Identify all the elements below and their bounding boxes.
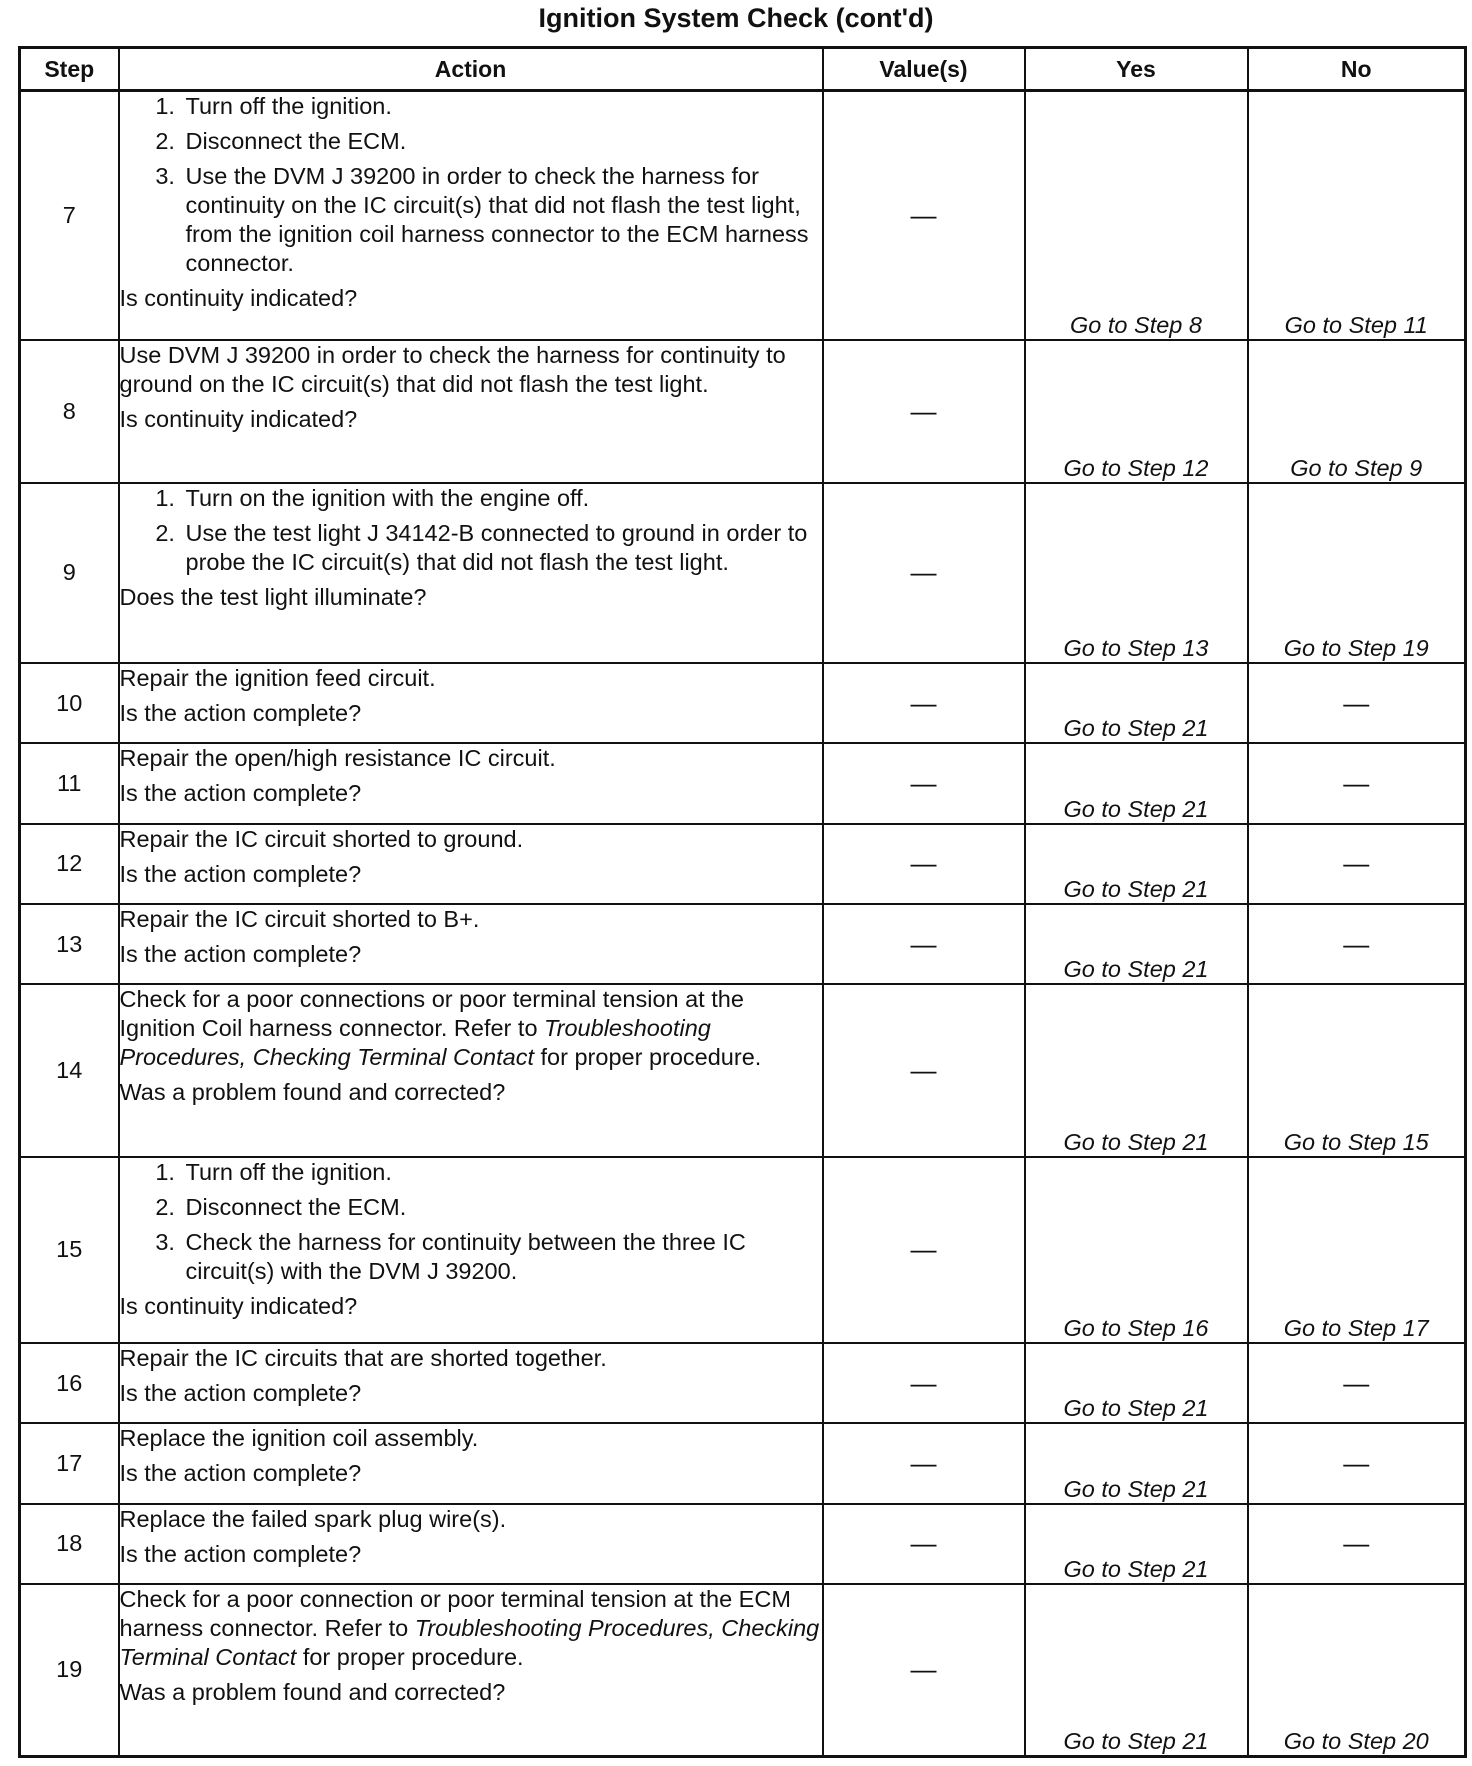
action-cell [119,1157,823,1344]
value-cell: — [823,340,1025,482]
action-list [120,92,822,278]
value-cell: — [823,1157,1025,1344]
action-cell [119,1423,823,1503]
table-row [20,1423,1466,1503]
procedure-reference: Troubleshooting Procedures, Checking Terminal Contact [119,1614,820,1670]
yes-cell: Go to Step 21 [1025,984,1248,1157]
page-title: Ignition System Check (cont'd) [538,3,934,33]
action-cell [119,1504,823,1584]
step-number: 12 [20,824,119,904]
table-row [20,824,1466,904]
step-number: 10 [20,663,119,743]
action-cell [119,984,823,1157]
question-text: Is the action complete? [119,780,362,807]
list-item: 1. Turn off the ignition. [182,92,822,121]
table-row [20,91,1466,341]
question-text: Is the action complete? [119,1460,362,1487]
yes-cell: Go to Step 21 [1025,1504,1248,1584]
question-text: Is continuity indicated? [119,285,358,311]
action-text: Use DVM J 39200 in order to check the harness for continuity to ground on the IC circuit(s) that did not flash the test light. [119,342,786,398]
step-number: 14 [20,984,119,1157]
action-cell [119,1343,823,1423]
value-cell: — [823,1343,1025,1423]
list-item: 1. Turn off the ignition. [182,1158,822,1187]
action-cell [119,91,823,341]
yes-cell: Go to Step 21 [1025,1423,1248,1503]
table-row [20,984,1466,1157]
action-list [120,484,822,577]
no-cell: Go to Step 15 [1248,984,1466,1157]
no-cell: Go to Step 9 [1248,340,1466,482]
table-row [20,340,1466,482]
no-cell: Go to Step 20 [1248,1584,1466,1757]
procedure-reference: Troubleshooting Procedures, Checking Terminal Contact [119,1015,711,1071]
table-row [20,1157,1466,1344]
yes-cell: Go to Step 12 [1025,340,1248,482]
value-cell: — [823,1504,1025,1584]
table-row [20,1584,1466,1757]
yes-cell: Go to Step 21 [1025,1584,1248,1757]
table-row [20,743,1466,823]
list-item: 2. Disconnect the ECM. [182,127,822,156]
action-cell [119,743,823,823]
step-number: 15 [20,1157,119,1344]
step-number: 7 [20,91,119,341]
action-text: Repair the IC circuit shorted to B+. [119,905,480,932]
table-row [20,904,1466,984]
no-cell: — [1248,1504,1466,1584]
step-number: 13 [20,904,119,984]
yes-cell: Go to Step 16 [1025,1157,1248,1344]
list-item: 2. Disconnect the ECM. [182,1193,822,1222]
yes-cell: Go to Step 21 [1025,1343,1248,1423]
action-text: Repair the ignition feed circuit. [119,665,436,692]
action-text [120,1585,822,1672]
action-outro: for proper procedure. [540,1044,762,1071]
header-action: Action [119,48,823,91]
question-text: Is the action complete? [119,700,362,727]
question-text: Is continuity indicated? [119,1292,358,1319]
action-text [120,985,822,1072]
step-number: 9 [20,483,119,664]
header-values: Value(s) [823,48,1025,91]
header-row [20,48,1466,91]
header-yes: Yes [1025,48,1248,91]
value-cell: — [823,984,1025,1157]
yes-cell: Go to Step 13 [1025,483,1248,664]
step-number: 16 [20,1343,119,1423]
question-text: Is the action complete? [119,1540,362,1567]
question-text: Is continuity indicated? [119,406,358,433]
action-cell [119,663,823,743]
action-text: Repair the IC circuit shorted to ground. [119,825,524,852]
action-outro: for proper procedure. [302,1643,524,1670]
action-intro: Check for a poor connections or poor terminal tension at the Ignition Coil harness connector. Refer to [119,986,744,1042]
no-cell: — [1248,1343,1466,1423]
list-item: 3. Check the harness for continuity between the three IC circuit(s) with the DVM J 39200. [182,1228,822,1286]
value-cell: — [823,904,1025,984]
question-text: Is the action complete? [119,1380,362,1407]
yes-cell: Go to Step 8 [1025,91,1248,341]
list-item: 1. Turn on the ignition with the engine off. [182,484,822,513]
action-text: Repair the open/high resistance IC circuit. [119,745,556,772]
value-cell: — [823,824,1025,904]
step-number: 11 [20,743,119,823]
value-cell: — [823,1584,1025,1757]
list-item: 3. Use the DVM J 39200 in order to check the harness for continuity on the IC circuit(s) that did not flash the test light, from the ignition coil harness connector to the ECM harness connector. [182,162,822,278]
action-cell [119,340,823,482]
question-text: Was a problem found and corrected? [119,1678,506,1705]
value-cell: — [823,91,1025,341]
list-item: 2. Use the test light J 34142-B connected to ground in order to probe the IC circuit(s) that did not flash the test light. [182,519,822,577]
header-no: No [1248,48,1466,91]
step-number: 18 [20,1504,119,1584]
no-cell: — [1248,904,1466,984]
action-text: Replace the ignition coil assembly. [119,1425,479,1452]
no-cell: — [1248,824,1466,904]
no-cell: — [1248,663,1466,743]
value-cell: — [823,743,1025,823]
header-step: Step [20,48,119,91]
question-text: Is the action complete? [119,860,362,887]
action-intro: Check for a poor connection or poor terminal tension at the ECM harness connector. Refer to [119,1585,791,1641]
step-number: 17 [20,1423,119,1503]
step-number: 19 [20,1584,119,1757]
no-cell: Go to Step 11 [1248,91,1466,341]
yes-cell: Go to Step 21 [1025,743,1248,823]
value-cell: — [823,663,1025,743]
action-cell [119,1584,823,1757]
diagnostic-table [18,46,1467,1758]
action-text: Repair the IC circuits that are shorted together. [119,1345,607,1372]
step-number: 8 [20,340,119,482]
value-cell: — [823,483,1025,664]
yes-cell: Go to Step 21 [1025,904,1248,984]
question-text: Was a problem found and corrected? [119,1079,506,1106]
table-row [20,663,1466,743]
no-cell: — [1248,743,1466,823]
question-text: Does the test light illuminate? [119,583,427,610]
action-list [120,1158,822,1286]
action-cell [119,904,823,984]
no-cell: — [1248,1423,1466,1503]
no-cell: Go to Step 17 [1248,1157,1466,1344]
question-text: Is the action complete? [119,940,362,967]
table-row [20,1504,1466,1584]
table-row [20,483,1466,664]
yes-cell: Go to Step 21 [1025,824,1248,904]
table-row [20,1343,1466,1423]
action-cell [119,824,823,904]
value-cell: — [823,1423,1025,1503]
no-cell: Go to Step 19 [1248,483,1466,664]
action-text: Replace the failed spark plug wire(s). [119,1505,507,1532]
action-cell [119,483,823,664]
yes-cell: Go to Step 21 [1025,663,1248,743]
